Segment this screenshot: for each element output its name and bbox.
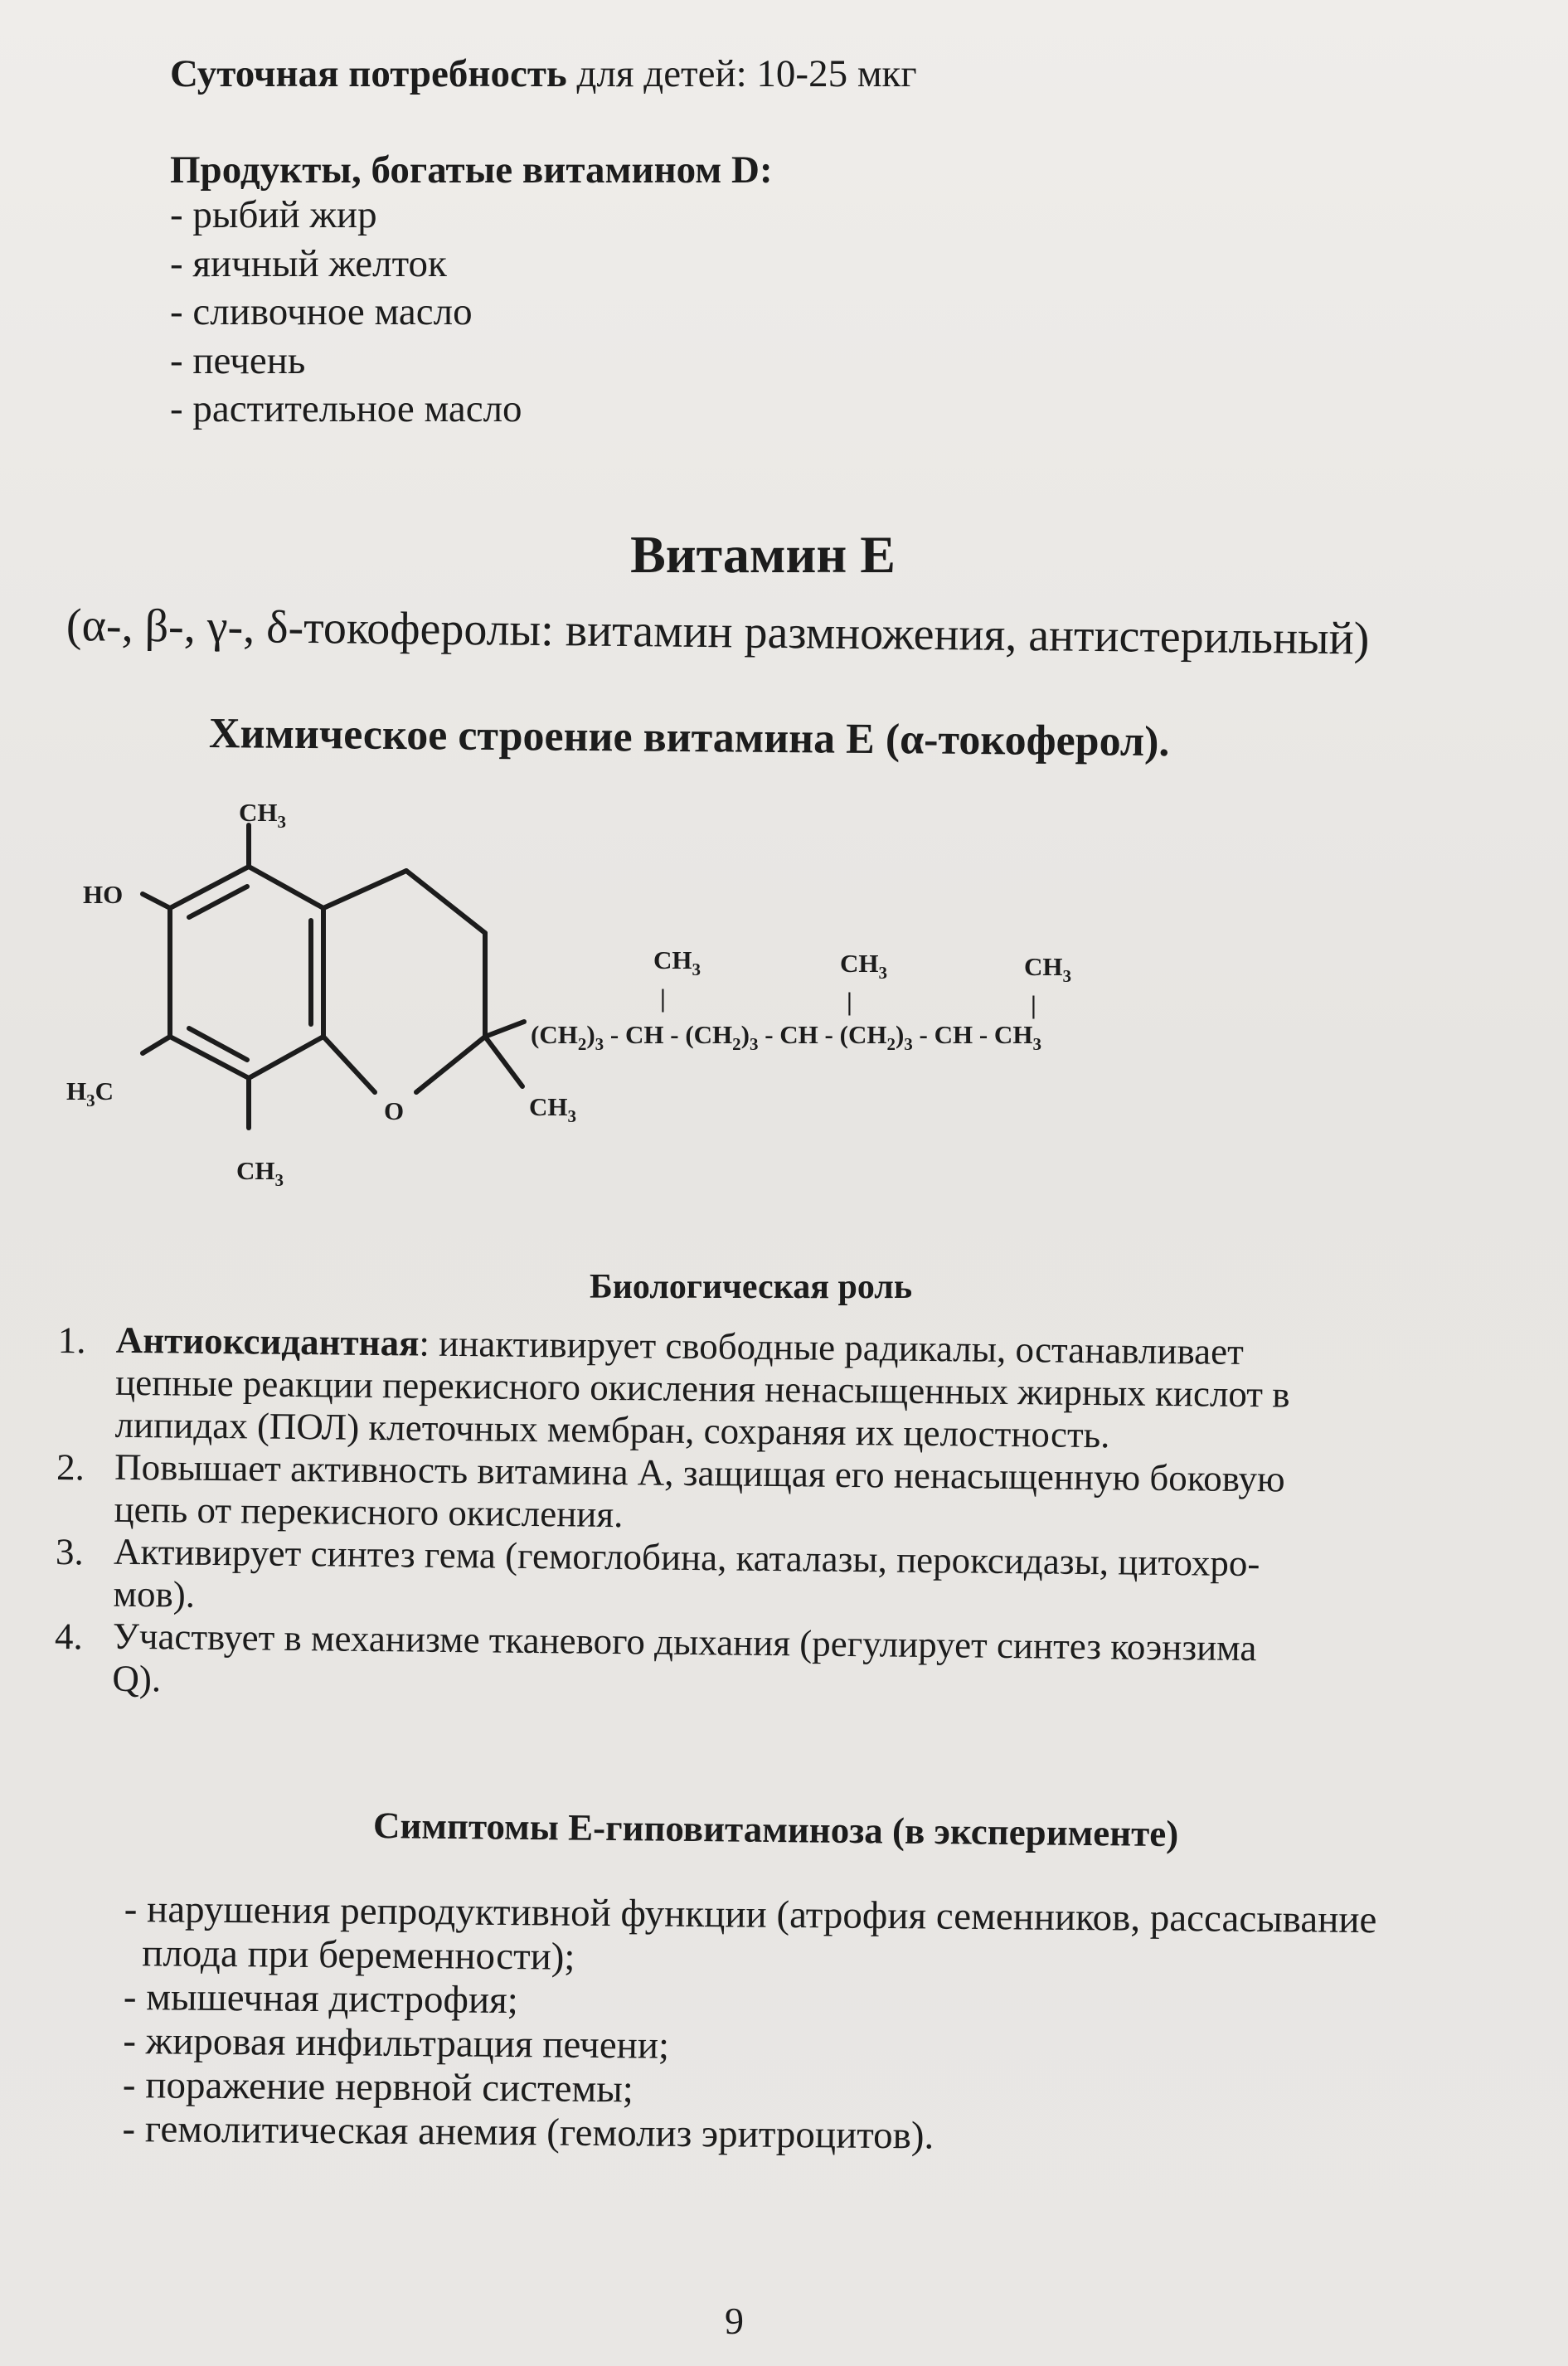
bond-line <box>249 867 323 908</box>
item-number: 1. <box>57 1319 86 1362</box>
bond-line <box>170 867 249 908</box>
section-subtitle: (α-, β-, γ-, δ-токоферолы: витамин размножения, антистерильный) <box>66 600 1370 665</box>
list-item: - рыбий жир <box>170 193 377 236</box>
item-line: Q). <box>112 1657 162 1700</box>
branch-bond: | <box>847 987 852 1016</box>
symptoms-title: Симптомы Е-гиповитаминоза (в эксперименте) <box>372 1805 1179 1855</box>
branch-methyl-label: $CH_3$ <box>840 949 887 983</box>
branch-bond: | <box>1031 990 1036 1019</box>
bond-line <box>323 1037 375 1092</box>
item-line: липидах (ПОЛ) клеточных мембран, сохраняя их целостность. <box>114 1403 1110 1456</box>
structure-title: Химическое строение витамина Е (α-токоферол). <box>208 710 1170 766</box>
list-item: - мышечная дистрофия; <box>123 1975 519 2023</box>
bond-line <box>143 1037 170 1053</box>
biological-role-list <box>54 1319 1484 1714</box>
branch-methyl-label: $CH_3$ <box>653 945 701 979</box>
branch-methyl-label: $CH_3$ <box>1024 952 1071 986</box>
item-line: Активирует синтез гема (гемоглобина, каталазы, пероксидазы, цитохро- <box>113 1530 1260 1585</box>
list-item: - растительное масло <box>170 387 522 430</box>
item-number: 2. <box>56 1445 85 1489</box>
list-item: - яичный желток <box>170 241 447 285</box>
item-text: : инактивирует свободные радикалы, останавливает <box>419 1322 1245 1372</box>
methyl-left-label: $H_3C$ <box>66 1076 114 1110</box>
ring-bonds <box>143 825 524 1128</box>
bond-line <box>170 1037 249 1078</box>
list-item: - печень <box>170 338 306 382</box>
item-line: Участвует в механизме тканевого дыхания (регулирует синтез коэнзима <box>112 1615 1257 1669</box>
section-title: Витамин Е <box>630 525 896 584</box>
double-bond-line <box>189 1028 247 1060</box>
bond-line <box>485 1022 524 1037</box>
page-number: 9 <box>725 2300 744 2342</box>
list-item <box>54 1615 1481 1714</box>
item-line: цепные реакции перекисного окисления ненасыщенных жирных кислот в <box>114 1361 1290 1416</box>
symptoms-list <box>122 1887 1534 2164</box>
daily-need-label: Суточная потребность <box>170 52 567 95</box>
products-heading: Продукты, богатые витамином D: <box>170 148 773 192</box>
list-item-continuation: плода при беременности); <box>142 1931 575 1979</box>
methyl-bottom-label: $CH_3$ <box>236 1156 284 1190</box>
item-line: мов). <box>113 1572 196 1615</box>
side-chain-label: $(CH_2)_3$ - CH - $(CH_2)_3$ - CH - $(CH_2)_3$ - CH - $CH_3$ <box>531 1020 1041 1054</box>
side-chain <box>531 945 1071 1054</box>
item-lead: Антиоксидантная <box>115 1319 420 1364</box>
daily-need-value: для детей: 10-25 мкг <box>566 52 917 95</box>
list-item: - жировая инфильтрация печени; <box>123 2019 670 2067</box>
ring-oxygen-label: O <box>384 1096 405 1125</box>
bond-line <box>406 871 485 933</box>
bond-line <box>416 1037 485 1092</box>
biological-role-title: Биологическая роль <box>589 1268 913 1306</box>
list-item <box>56 1319 1484 1460</box>
list-item: - поражение нервной системы; <box>122 2062 634 2111</box>
bond-line <box>485 1037 522 1086</box>
bond-line <box>143 894 170 908</box>
methyl-c2-label: $CH_3$ <box>529 1092 576 1126</box>
list-item <box>56 1445 1483 1545</box>
list-item <box>55 1530 1482 1630</box>
branch-bond: | <box>660 984 666 1013</box>
item-line: Повышает активность витамина А, защищая его ненасыщенную боковую <box>114 1445 1285 1500</box>
list-item: - сливочное масло <box>170 290 473 333</box>
bond-line <box>323 871 406 908</box>
hydroxyl-label: HO <box>83 880 124 909</box>
item-line: цепь от перекисного окисления. <box>114 1488 624 1536</box>
item-number: 4. <box>54 1615 83 1658</box>
bond-line <box>249 1037 323 1078</box>
list-item: - гемолитическая анемия (гемолиз эритроцитов). <box>122 2106 934 2158</box>
methyl-top-label: $CH_3$ <box>239 798 286 832</box>
item-number: 3. <box>55 1530 85 1573</box>
list-item: - нарушения репродуктивной функции (атрофия семенников, рассасывание <box>124 1887 1377 1942</box>
